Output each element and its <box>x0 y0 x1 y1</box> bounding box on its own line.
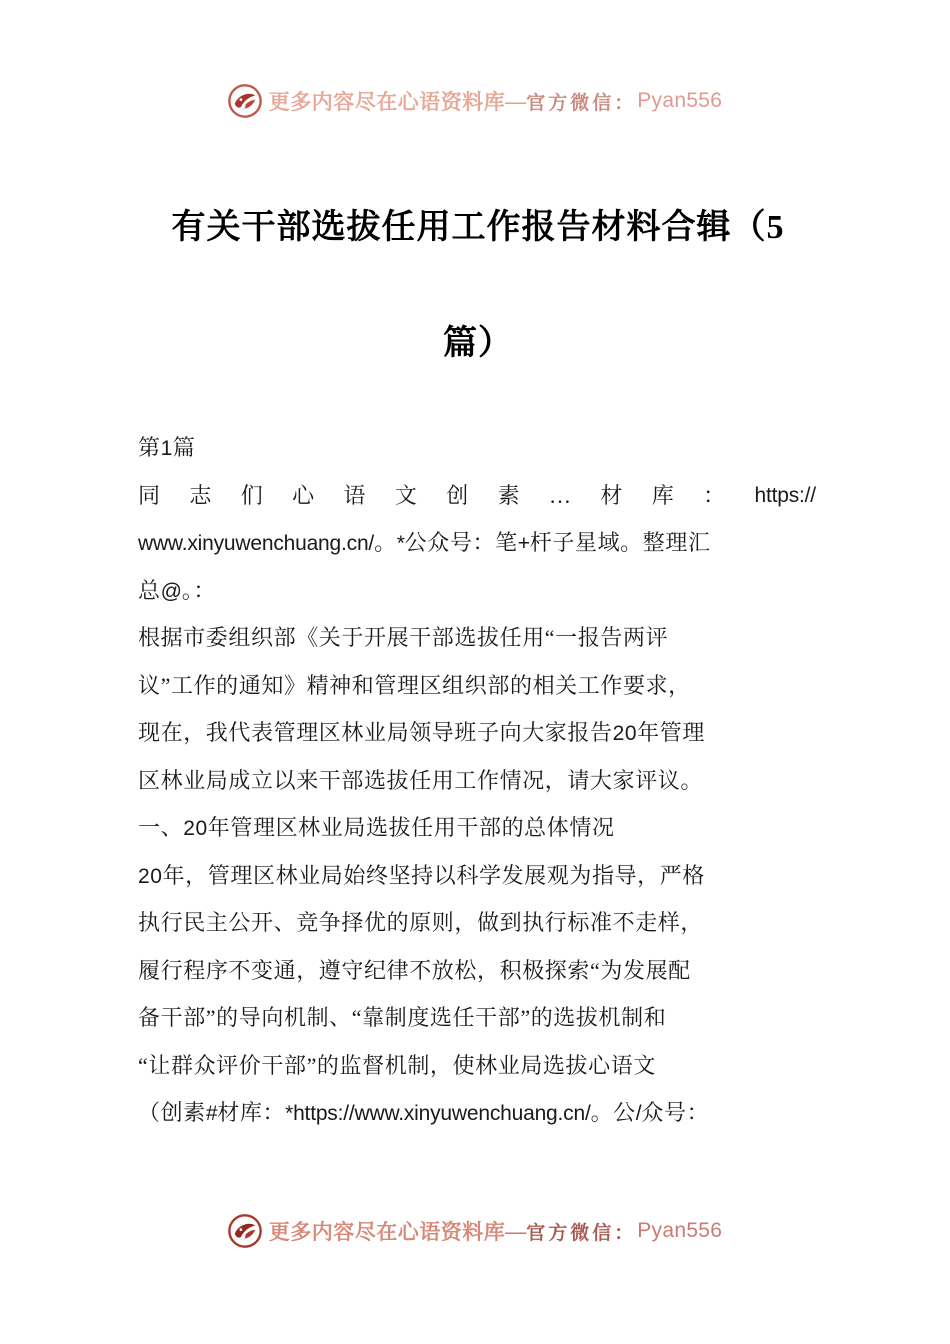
title-line-2: 篇） <box>443 325 513 362</box>
text-run: 备干部”的导向机制、“靠制度选任干部”的选拔机制和 <box>138 1005 667 1030</box>
text-run: * <box>396 532 405 555</box>
text-run: 区林业局成立以来干部选拔任用工作情况，请大家评议。 <box>138 767 704 793</box>
line-para2-6 <box>138 1089 816 1137</box>
line-para2-4 <box>138 994 816 1042</box>
text-run: 一、 <box>138 815 184 840</box>
watermark-text: 更多内容尽在心语资料库 <box>268 1220 506 1244</box>
fish-circle-logo-icon <box>228 84 262 118</box>
line-para1-3 <box>138 709 816 757</box>
line-intro-3 <box>138 567 816 615</box>
text-run: 们 <box>240 482 263 508</box>
text-run: www.xinyuwenchuang.cn/ <box>138 532 375 555</box>
document-title <box>138 170 818 402</box>
text-run: 同 <box>138 482 161 508</box>
watermark-dash: — <box>505 88 527 113</box>
text-run: 现在，我代表管理区林业局领导班子向大家报告 <box>138 720 613 745</box>
line-para2-2 <box>138 899 816 947</box>
title-line-1: 有关干部选拔任用工作报告材料合辑（5 <box>171 209 785 246</box>
text-run: 。 <box>374 530 397 555</box>
line-intro-1 <box>138 472 816 520</box>
text-run: 库 <box>651 482 674 508</box>
text-run: 年，管理区林业局始终坚持以科学发展观为指导，严格 <box>162 862 705 888</box>
text-run: （创素 <box>138 1100 206 1125</box>
line-para2-5 <box>138 1042 816 1090</box>
text-run: 心 <box>292 482 315 508</box>
line-section-1 <box>138 424 816 472</box>
fish-circle-logo-icon <box>228 1214 262 1248</box>
line-para1-2 <box>138 662 816 710</box>
text-run: 篇 <box>172 435 196 460</box>
watermark-colon: ： <box>614 1222 634 1244</box>
text-run: *https://www.xinyuwenchuang.cn/ <box>285 1102 591 1125</box>
line-para2-1 <box>138 852 816 900</box>
text-run: 公众号：笔 <box>404 530 518 555</box>
line-para2-3 <box>138 947 816 995</box>
header-watermark <box>0 84 950 118</box>
watermark-text: 更多内容尽在心语资料库 <box>268 90 506 114</box>
text-run: 议”工作的通知》精神和管理区组织部的相关工作要求， <box>138 672 691 698</box>
text-run: + <box>517 532 530 555</box>
text-run: 材 <box>600 482 623 508</box>
text-run: 年管理区林业局选拔任用干部的总体情况 <box>207 815 615 840</box>
text-run: 。： <box>181 577 216 603</box>
watermark-wechat-label: 官方微信 <box>526 92 615 114</box>
text-run: 总 <box>138 577 161 603</box>
footer-watermark <box>0 1214 950 1248</box>
text-run: 文 <box>394 482 417 508</box>
text-run: 素 <box>497 482 520 508</box>
text-run: / <box>635 1102 642 1125</box>
watermark-colon: ： <box>614 92 634 114</box>
watermark-dash: — <box>505 1218 527 1243</box>
text-run: 20 <box>183 817 208 840</box>
text-run: 创 <box>446 482 469 508</box>
text-run: 执行民主公开、竞争择优的原则，做到执行标准不走样， <box>138 910 704 935</box>
text-run: 1 <box>160 437 173 460</box>
line-para1-1 <box>138 614 816 662</box>
text-run: @ <box>160 579 182 603</box>
text-run: 志 <box>189 482 212 508</box>
text-run: https:// <box>754 483 816 507</box>
document-body <box>138 424 816 1137</box>
line-heading-1 <box>138 804 816 852</box>
text-run: “让群众评价干部”的监督机制，使林业局选拔心语文 <box>138 1052 656 1078</box>
text-run: … <box>549 482 571 508</box>
text-run: 。公 <box>590 1100 636 1125</box>
text-run: 20 <box>612 722 638 745</box>
line-intro-2 <box>138 519 816 567</box>
text-run: 材库： <box>217 1100 286 1125</box>
text-run: 20 <box>138 864 163 888</box>
text-run: 年管理 <box>637 720 705 745</box>
line-para1-4 <box>138 757 816 805</box>
text-run: 语 <box>343 482 366 508</box>
text-run: 第 <box>138 435 161 460</box>
watermark-wechat-id: Pyan556 <box>637 1219 723 1242</box>
text-run: 杆子星域。整理汇 <box>529 530 711 555</box>
text-run: 履行程序不变通，遵守纪律不放松，积极探索“为发展配 <box>138 957 691 983</box>
watermark-wechat-id: Pyan556 <box>637 89 723 112</box>
text-run: 众号： <box>641 1100 710 1125</box>
text-run: 根据市委组织部《关于开展干部选拔任用“一报告两评 <box>138 625 669 650</box>
watermark-wechat-label: 官方微信 <box>526 1222 615 1244</box>
text-run: # <box>205 1102 218 1125</box>
text-run: ： <box>703 482 726 508</box>
